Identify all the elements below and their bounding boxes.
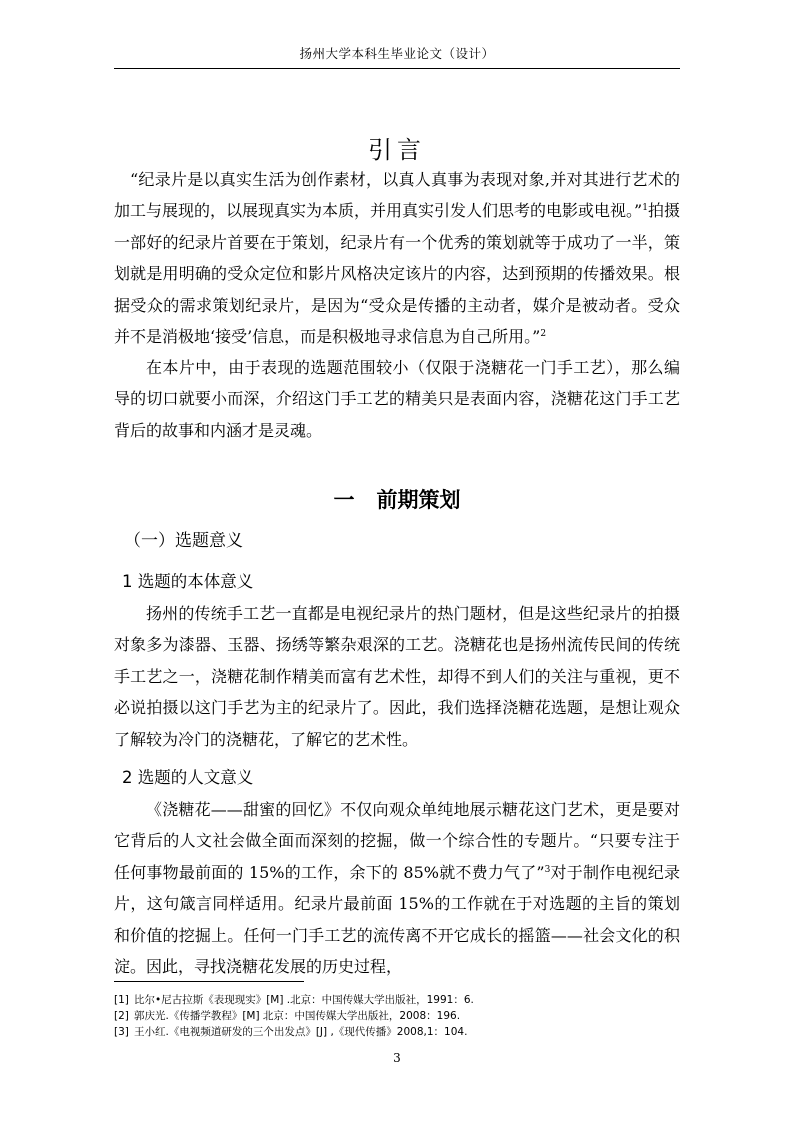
footnote-text: 王小红.《电视频道研发的三个出发点》[J] ,《现代传播》2008,1：104.: [134, 1026, 468, 1038]
chapter-title: [0, 484, 794, 514]
intro-title: 引言: [368, 136, 426, 164]
footnote-text: 比尔•尼古拉斯《表现现实》[M] .北京：中国传媒大学出版社，1991：6.: [134, 994, 474, 1006]
footnote-number: [3]: [114, 1026, 129, 1038]
page-number: 3: [393, 1051, 401, 1065]
chapter-title-text: 前期策划: [376, 488, 461, 512]
intro-paragraph-2: 在本片中，由于表现的选题范围较小（仅限于浇糖花一门手工艺），那么编导的切口就要小而深，介绍这门手工艺的精美只是表面内容，浇糖花这门手工艺背后的故事和内涵才是灵魂。: [114, 358, 680, 440]
footnote-ref-3: 3: [544, 864, 551, 875]
footnote-item: [114, 1024, 680, 1040]
subsection-paragraph-2-text-a: 《浇糖花——甜蜜的回忆》不仅向观众单纯地展示糖花这门艺术，更是要对它背后的人文社会做全面而深刻的挖掘，做一个综合性的专题片。“只要专注于任何事物最前面的 15%的工作，余下的 85%就不费力气了”: [114, 800, 680, 882]
subsection-heading-2: 2 选题的人文意义: [122, 768, 254, 787]
footnote-separator: [114, 981, 304, 982]
footnotes: [114, 992, 680, 1040]
subsection-paragraph-2: [114, 794, 680, 982]
footnote-number: [2]: [114, 1010, 129, 1022]
footnote-item: [114, 992, 680, 1008]
footnote-text: 郭庆光.《传播学教程》[M] 北京：中国传媒大学出版社，2008：196.: [134, 1010, 461, 1022]
subsection-heading-1: 1 选题的本体意义: [122, 572, 254, 591]
footnote-number: [1]: [114, 994, 129, 1006]
chapter-number: 一: [333, 488, 355, 512]
running-header: 扬州大学本科生毕业论文（设计）: [299, 46, 495, 61]
section-heading: （一）选题意义: [124, 531, 243, 551]
subsection-paragraph-2-text-b: 对于制作电视纪录片，这句箴言同样适用。纪录片最前面 15%的工作就在于对选题的主旨的策划和价值的挖掘上。任何一门手工艺的流传离不开它成长的摇篮——社会文化的积淀。因此，寻找浇糖花发展的历史过程，: [114, 862, 680, 977]
footnote-item: [114, 1008, 680, 1024]
intro-paragraph-1-text-b: 拍摄一部好的纪录片首要在于策划，纪录片有一个优秀的策划就等于成功了一半，策划就是用明确的受众定位和影片风格决定该片的内容，达到预期的传播效果。根据受众的需求策划纪录片，是因为“受众是传播的主动者，媒介是被动者。受众并不是消极地‘接受’信息，而是积极地寻求信息为自己所用。”: [114, 201, 680, 347]
footnote-ref-2: 2: [540, 329, 547, 340]
intro-paragraph-1-text-a: “纪录片是以真实生活为创作素材，以真人真事为表现对象,并对其进行艺术的加工与展现的，以展现真实为本质，并用真实引发人们思考的电影或电视。”: [114, 170, 680, 221]
intro-paragraph-1: [114, 164, 680, 352]
subsection-paragraph-1: 扬州的传统手工艺一直都是电视纪录片的热门题材，但是这些纪录片的拍摄对象多为漆器、玉器、扬绣等繁杂艰深的工艺。浇糖花也是扬州流传民间的传统手工艺之一，浇糖花制作精美而富有艺术性，却得不到人们的关注与重视，更不必说拍摄以这门手艺为主的纪录片了。因此，我们选择浇糖花选题，是想让观众了解较为冷门的浇糖花，了解它的艺术性。: [114, 604, 680, 749]
footnote-ref-1: 1: [642, 203, 648, 214]
header-rule: [114, 68, 680, 69]
